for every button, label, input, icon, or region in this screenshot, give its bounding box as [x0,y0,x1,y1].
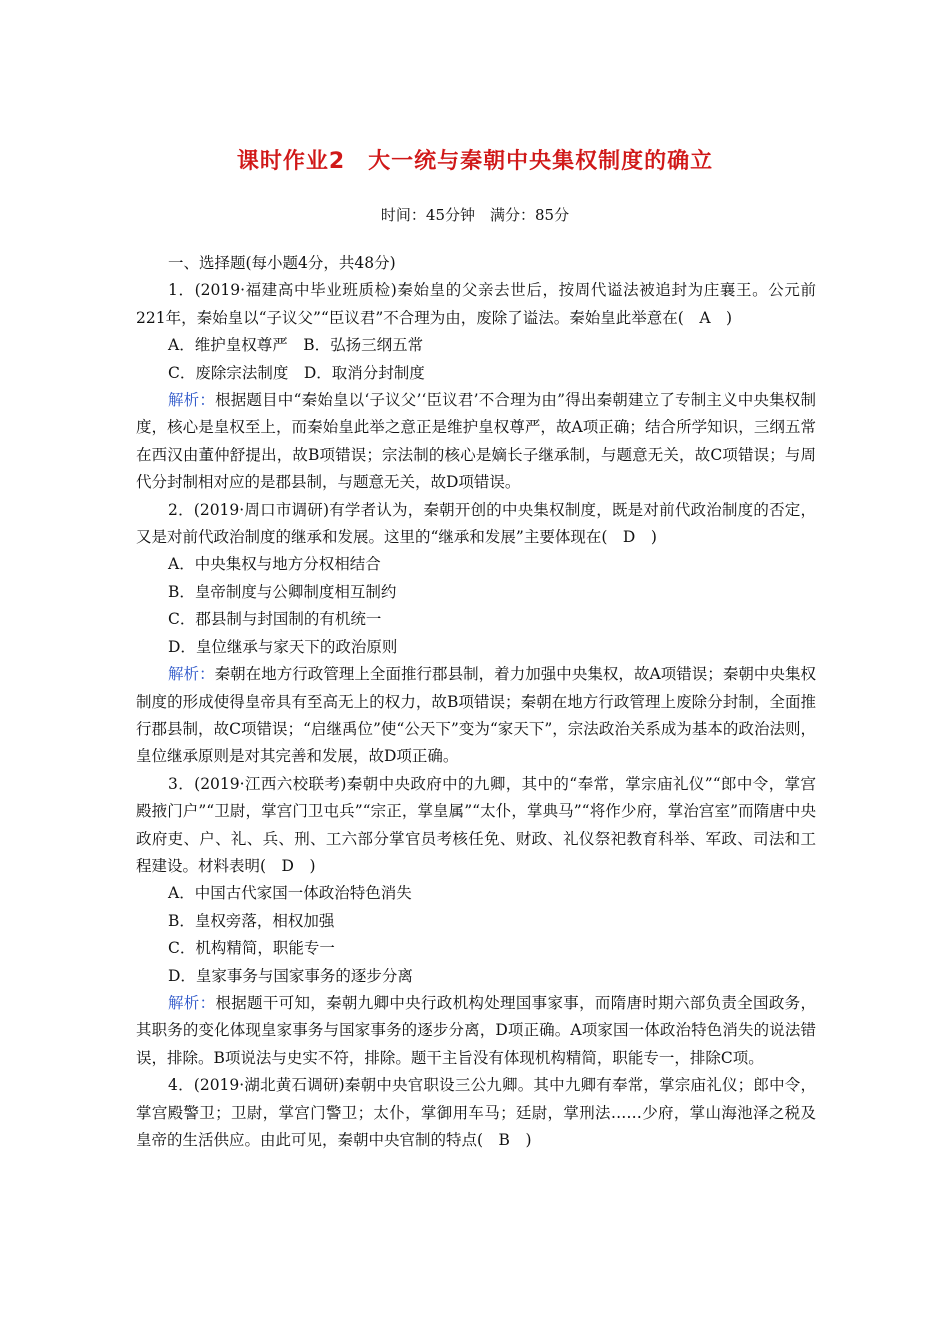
document-body [136,250,816,1154]
section-heading: 一、选择题(每小题4分，共48分) [168,254,396,272]
question-2-option-d: D．皇位继承与家天下的政治原则 [168,637,398,656]
question-2-analysis [136,661,816,771]
analysis-label: 解析： [168,665,215,684]
question-2-option-b: B．皇帝制度与公卿制度相互制约 [168,582,397,601]
question-3-option-c: C．机构精简，职能专一 [168,939,335,958]
analysis-text: 根据题干可知，秦朝九卿中央行政机构处理国事家事，而隋唐时期六部负责全国政务，其职务的变化体现皇家事务与国家事务的逐步分离，D项正确。A项家国一体政治特色消失的说法错误，排除。B项说法与史实不符，排除。题干主旨没有体现机构精简，职能专一，排除C项。 [136,993,816,1067]
question-1-analysis [136,387,816,497]
analysis-label: 解析： [168,993,216,1012]
analysis-label: 解析： [168,391,216,410]
exam-meta: 时间：45分钟 满分：85分 [380,206,570,224]
question-1-options-row1: A．维护皇权尊严 B．弘扬三纲五常 [168,336,424,355]
page-title: 课时作业2 大一统与秦朝中央集权制度的确立 [236,149,714,174]
question-1-stem: 1．(2019·福建高中毕业班质检)秦始皇的父亲去世后，按周代谥法被追封为庄襄王。公元前221年，秦始皇以“子议父”“臣议君”不合理为由，废除了谥法。秦始皇此举意在( A ) [136,281,816,327]
question-3-option-b: B．皇权旁落，相权加强 [168,911,335,930]
analysis-text: 秦朝在地方行政管理上全面推行郡县制，着力加强中央集权，故A项错误；秦朝中央集权制度的形成使得皇帝具有至高无上的权力，故B项错误；秦朝在地方行政管理上废除分封制，全面推行郡县制，故C项错误；“启继禹位”使“公天下”变为“家天下”，宗法政治关系成为基本的政治法则，皇位继承原则是对其完善和发展，故D项正确。 [136,665,816,766]
question-1-options-row2: C．废除宗法制度 D．取消分封制度 [168,363,425,382]
question-4-stem: 4．(2019·湖北黄石调研)秦朝中央官职设三公九卿。其中九卿有奉常，掌宗庙礼仪；郎中令，掌宫殿警卫；卫尉，掌宫门警卫；太仆，掌御用车马；廷尉，掌刑法……少府，掌山海池泽之税及皇帝的生活供应。由此可见，秦朝中央官制的特点( B ) [136,1076,816,1149]
question-3-analysis [136,990,816,1072]
question-3-option-d: D．皇家事务与国家事务的逐步分离 [168,966,413,985]
question-3-option-a: A．中国古代家国一体政治特色消失 [168,884,412,903]
question-2-option-c: C．郡县制与封国制的有机统一 [168,610,382,629]
question-2-option-a: A．中央集权与地方分权相结合 [168,555,381,574]
analysis-text: 根据题目中“秦始皇以‘子议父’‘臣议君’不合理为由”得出秦朝建立了专制主义中央集权制度，核心是皇权至上，而秦始皇此举之意正是维护皇权尊严，故A项正确；结合所学知识，三纲五常在西汉由董仲舒提出，故B项错误；宗法制的核心是嫡长子继承制，与题意无关，故C项错误；与周代分封制相对应的是郡县制，与题意无关，故D项错误。 [136,391,816,492]
question-3-stem: 3．(2019·江西六校联考)秦朝中央政府中的九卿，其中的“奉常，掌宗庙礼仪”“郎中令，掌宫殿掖门户”“卫尉，掌宫门卫屯兵”“宗正，掌皇属”“太仆，掌典马”“将作少府，掌治宫室”而隋唐中央政府吏、户、礼、兵、刑、工六部分掌官员考核任免、财政、礼仪祭祀教育科举、军政、司法和工程建设。材料表明( D ) [136,774,816,875]
question-2-stem: 2．(2019·周口市调研)有学者认为，秦朝开创的中央集权制度，既是对前代政治制度的否定，又是对前代政治制度的继承和发展。这里的“继承和发展”主要体现在( D ) [136,500,816,547]
